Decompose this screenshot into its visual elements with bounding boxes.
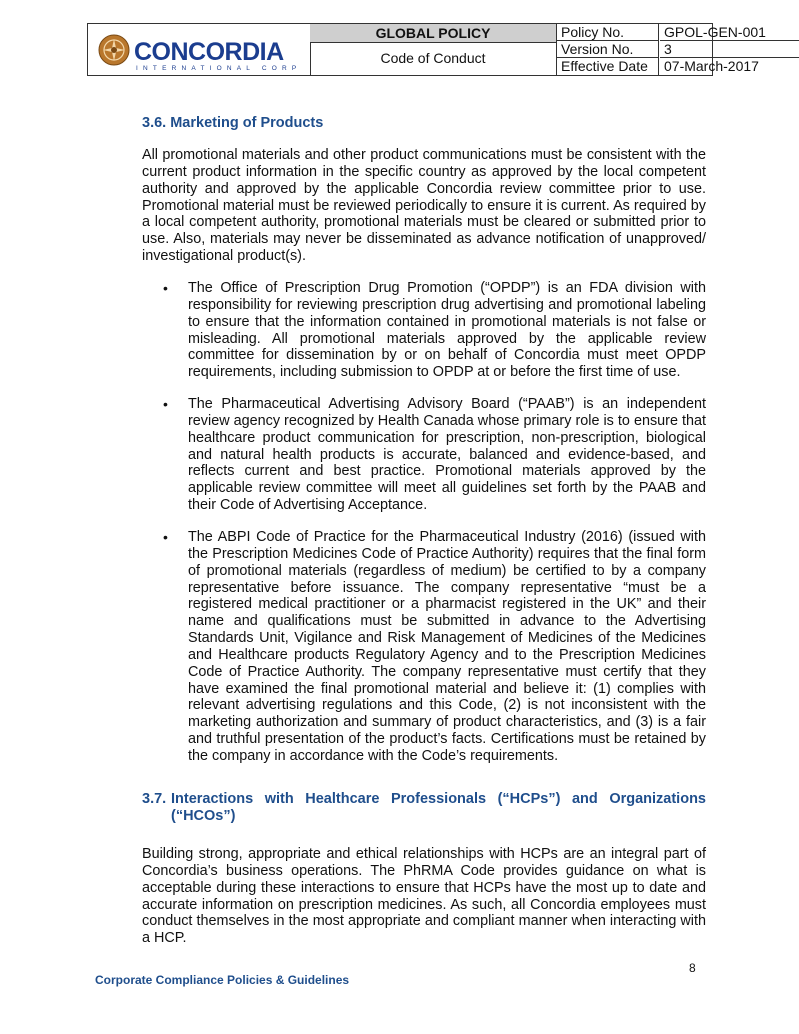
policy-type: GLOBAL POLICY — [310, 24, 557, 43]
bullet-marker: • — [163, 280, 168, 296]
section-3-7-heading-line2: (“HCOs”) — [171, 808, 236, 824]
page-number: 8 — [689, 961, 696, 975]
document-header-table — [87, 23, 766, 76]
bullet-marker: • — [163, 396, 168, 412]
logo-cell — [88, 24, 311, 75]
version-no-value: 3 — [660, 41, 799, 58]
section-3-6-heading: 3.6. Marketing of Products — [142, 115, 324, 131]
policy-name: Code of Conduct — [310, 42, 557, 75]
section-3-6-intro: All promotional materials and other product communications must be consistent with the current product information in the specific country as approved by the local competent authority and approved by the applicable Concordia review committee prior to use. Promotional material must be reviewed periodically to ensure it is current. As required by a local competent authority, promotional materials must be cleared or submitted prior to use. Also, materials may never be disseminated as advance notification of unapproved/ investigational product(s). — [142, 147, 706, 265]
logo-subtext: INTERNATIONAL CORP — [136, 65, 302, 72]
effective-date-label: Effective Date — [557, 58, 659, 75]
section-3-7-heading-line1: Interactions with Healthcare Professionals (“HCPs”) and Organizations — [171, 791, 706, 807]
policy-no-value: GPOL-GEN-001 — [660, 24, 799, 41]
policy-no-label: Policy No. — [557, 24, 659, 41]
bullet-marker: • — [163, 529, 168, 545]
effective-date-value: 07-March-2017 — [664, 58, 759, 74]
concordia-emblem-icon — [98, 34, 130, 66]
bullet-opdp: The Office of Prescription Drug Promotion (“OPDP”) is an FDA division with responsibility for reviewing prescription drug advertising and promotional labeling to ensure that the information contained in promotional materials is not false or misleading. All promotional materials approved by the applicable review committee for dissemination by or on behalf of Concordia must meet OPDP requirements, including submission to OPDP at or before the first time of use. — [188, 280, 706, 381]
section-3-7-intro: Building strong, appropriate and ethical relationships with HCPs are an integral part of Concordia’s business operations. The PhRMA Code provides guidance on what is acceptable during these interactions to ensure that HCPs have the most up to date and accurate information on prescription medicines. As such, all Concordia employees must conduct themselves in the most appropriate and compliant manner when interacting with a HCP. — [142, 846, 706, 947]
version-no-label: Version No. — [557, 41, 659, 58]
bullet-paab: The Pharmaceutical Advertising Advisory Board (“PAAB”) is an independent review agency recognized by Health Canada whose primary role is to ensure that healthcare product communication for prescription, non-prescription, biological and natural health products is accurate, balanced and evidence-based, and reflects current and best practice. Promotional materials approved by the applicable review committee will meet all guidelines set forth by the PAAB and their Code of Advertising Acceptance. — [188, 396, 706, 514]
bullet-abpi: The ABPI Code of Practice for the Pharmaceutical Industry (2016) (issued with the Prescription Medicines Code of Practice Authority) requires that the final form of promotional materials (regardless of medium) be certified to by a company representative before issuance. The company representative “must be a registered medical practitioner or a pharmacist registered in the UK” and their name and qualifications must be submitted in advance to the Advertising Standards Unit, Vigilance and Risk Management of Medicines of the Medicines and Healthcare products Regulatory Agency and to the Prescription Medicines Code of Practice Authority. The company representative must certify that they have examined the final promotional material and believe it: (1) complies with relevant advertising regulations and this Code, (2) is not inconsistent with the marketing authorization and summary of product characteristics, and (3) is a fair and truthful presentation of the product’s facts. Certifications must be retained by the company in accordance with the Code’s requirements. — [188, 529, 706, 764]
logo-wordmark: CONCORDIA — [134, 38, 284, 66]
footer-text: Corporate Compliance Policies & Guidelines — [95, 973, 350, 987]
section-3-7-number: 3.7. — [142, 791, 167, 807]
